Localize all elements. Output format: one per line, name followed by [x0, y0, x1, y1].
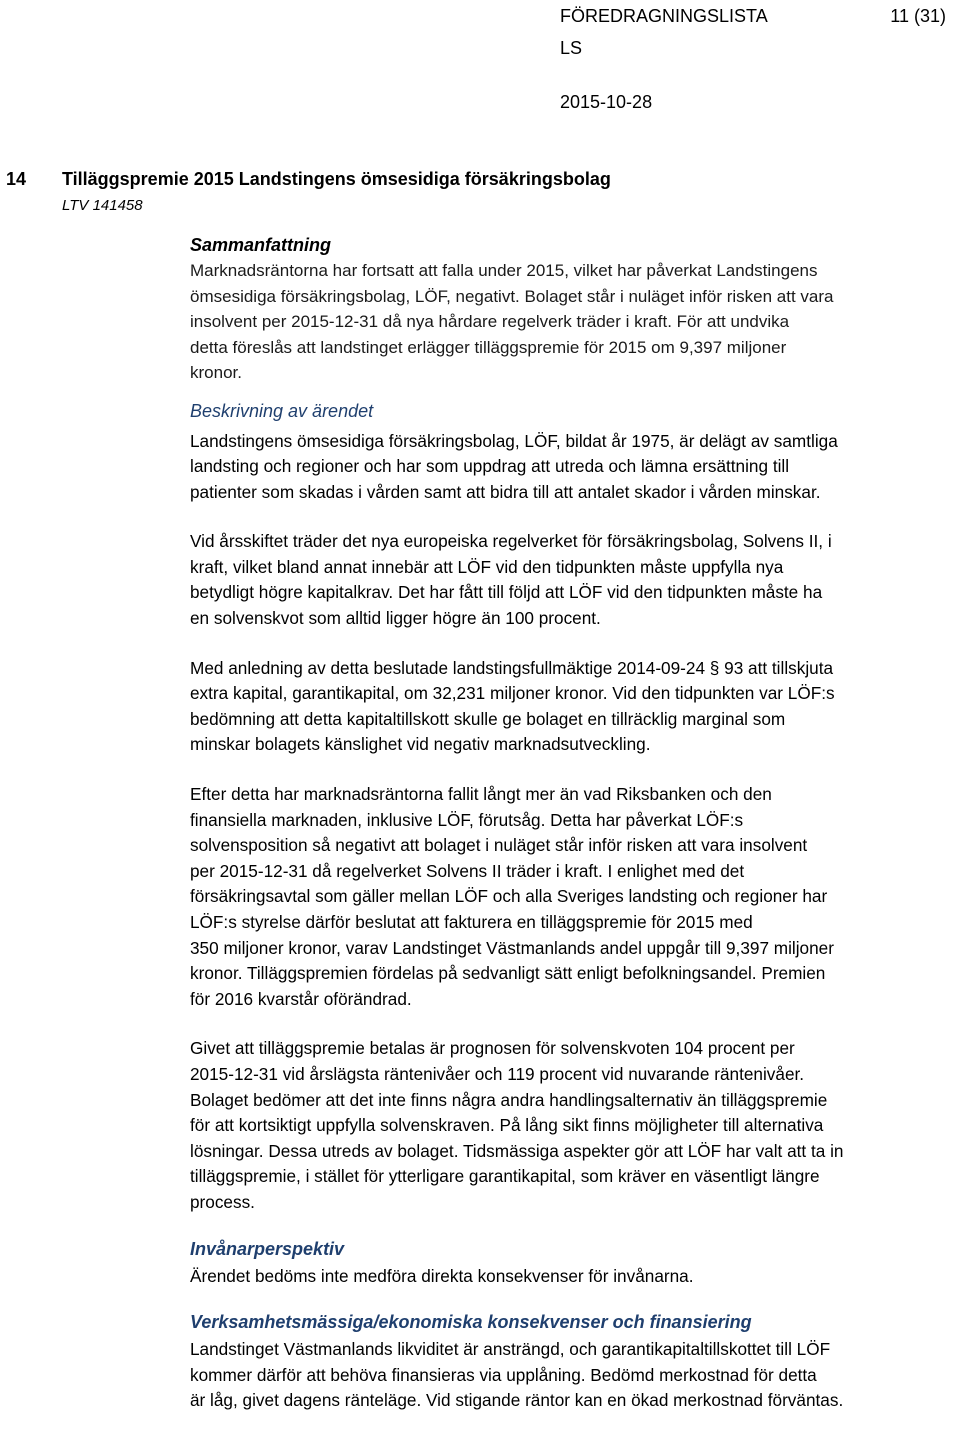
body-line: kronor. Tilläggspremien fördelas på sedvanligt sätt enligt befolkningsandel. Premien: [190, 963, 826, 984]
header-date: 2015-10-28: [560, 92, 653, 112]
header-unit: LS: [560, 38, 583, 58]
body-line: för att kortsiktigt uppfylla solvenskraven. På lång sikt finns möjligheter till alternativa: [190, 1115, 824, 1136]
body-line: för 2016 kvarstår oförändrad.: [190, 988, 412, 1009]
body-line: en solvenskvot som alltid ligger högre än 100 procent.: [190, 608, 601, 629]
section-heading: Beskrivning av ärendet: [190, 400, 374, 421]
section-sammanfattning: [190, 232, 942, 386]
body-line: patienter som skadas i vården samt att bidra till att antalet skador i vården minskar.: [190, 481, 821, 502]
body-line: per 2015-12-31 då regelverket Solvens II träder i kraft. I enlighet med det: [190, 860, 745, 881]
body-line: Vid årsskiftet träder det nya europeiska regelverket för försäkringsbolag, Solvens II, i: [190, 531, 832, 552]
body-line: detta föreslås att landstinget erlägger tilläggspremie för 2015 om 9,397 miljoner: [190, 337, 787, 357]
paragraph: [190, 782, 942, 1012]
body-line: process.: [190, 1191, 255, 1212]
document-body: [190, 232, 942, 1414]
body-line: 2015-12-31 vid årslägsta räntenivåer och 119 procent vid nuvarande räntenivåer.: [190, 1063, 805, 1084]
body-line: 350 miljoner kronor, varav Landstinget Västmanlands andel uppgår till 9,397 miljoner: [190, 937, 834, 958]
body-line: Landstingens ömsesidiga försäkringsbolag, LÖF, bildat år 1975, är delägt av samtliga: [190, 430, 838, 451]
body-line: lösningar. Dessa utreds av bolaget. Tidsmässiga aspekter gör att LÖF har valt att ta in: [190, 1140, 844, 1161]
body-line: insolvent per 2015-12-31 då nya hårdare regelverk träder i kraft. För att undvika: [190, 312, 790, 331]
paragraph: [190, 429, 942, 506]
body-line: Bolaget bedömer att det inte finns några andra handlingsalternativ än tilläggspremie: [190, 1089, 828, 1110]
section-heading: Verksamhetsmässiga/ekonomiska konsekvenser och finansiering: [190, 1312, 752, 1333]
body-line: LÖF:s styrelse därför beslutat att fakturera en tilläggspremie för 2015 med: [190, 912, 753, 932]
body-line: kommer därför att behöva finansieras via upplåning. Bedömd merkostnad för detta: [190, 1364, 817, 1385]
case-title: Tilläggspremie 2015 Landstingens ömsesidiga försäkringsbolag: [62, 169, 611, 189]
body-line: extra kapital, garantikapital, om 32,231 miljoner kronor. Vid den tidpunkten var LÖF:s: [190, 683, 835, 704]
section-beskrivning: [190, 398, 942, 1216]
section-heading: Invånarperspektiv: [190, 1238, 345, 1259]
section-verksamhet: [190, 1309, 942, 1414]
body-line: är låg, givet dagens ränteläge. Vid stigande räntor kan en ökad merkostnad förväntas.: [190, 1390, 844, 1411]
body-line: Efter detta har marknadsräntorna fallit långt mer än vad Riksbanken och den: [190, 784, 772, 805]
body-line: kronor.: [190, 363, 242, 382]
body-line: finansiella marknaden, inklusive LÖF, förutsåg. Detta har påverkat LÖF:s: [190, 809, 744, 830]
paragraph: [190, 529, 942, 631]
body-line: minskar bolagets känslighet vid negativ marknadsutveckling.: [190, 734, 651, 755]
case-reference: LTV 141458: [62, 197, 143, 214]
body-line: solvensposition så negativt att bolaget i nuläget står inför risken att vara insolvent: [190, 835, 808, 856]
body-line: betydligt högre kapitalkrav. Det har fått till följd att LÖF vid den tidpunkten måste ha: [190, 582, 823, 603]
body-line: Landstinget Västmanlands likviditet är ansträngd, och garantikapitaltillskottet till LÖF: [190, 1339, 831, 1360]
paragraph: [190, 656, 942, 758]
body-line: landsting och regioner och har som uppdrag att utreda och lämna ersättning till: [190, 456, 790, 477]
header-title: FÖREDRAGNINGSLISTA: [560, 6, 768, 26]
body-line: försäkringsavtal som gäller mellan LÖF och alla Sveriges landsting och regioner har: [190, 886, 828, 907]
case-number: 14: [6, 169, 27, 189]
body-line: kraft, vilket bland annat innebär att LÖF vid den tidpunkten måste uppfylla nya: [190, 556, 784, 577]
section-invanarperspektiv: [190, 1236, 942, 1290]
header-page-number: 11 (31): [890, 6, 946, 26]
body-line: ömsesidiga försäkringsbolag, LÖF, negativt. Bolaget står i nuläget inför risken att vara: [190, 286, 834, 306]
body-line: Givet att tilläggspremie betalas är prognosen för solvenskvoten 104 procent per: [190, 1038, 795, 1059]
body-line: Ärendet bedöms inte medföra direkta konsekvenser för invånarna.: [190, 1265, 694, 1286]
section-heading: Sammanfattning: [190, 235, 332, 255]
body-line: Med anledning av detta beslutade landstingsfullmäktige 2014-09-24 § 93 att tillskjuta: [190, 657, 834, 678]
paragraph: [190, 1036, 942, 1215]
body-line: bedömning att detta kapitaltillskott skulle ge bolaget en tillräcklig marginal som: [190, 708, 786, 729]
body-line: Marknadsräntorna har fortsatt att falla under 2015, vilket har påverkat Landstingens: [190, 261, 818, 280]
body-line: tilläggspremie, i stället för ytterligare garantikapital, som kräver en väsentligt längre: [190, 1166, 820, 1187]
